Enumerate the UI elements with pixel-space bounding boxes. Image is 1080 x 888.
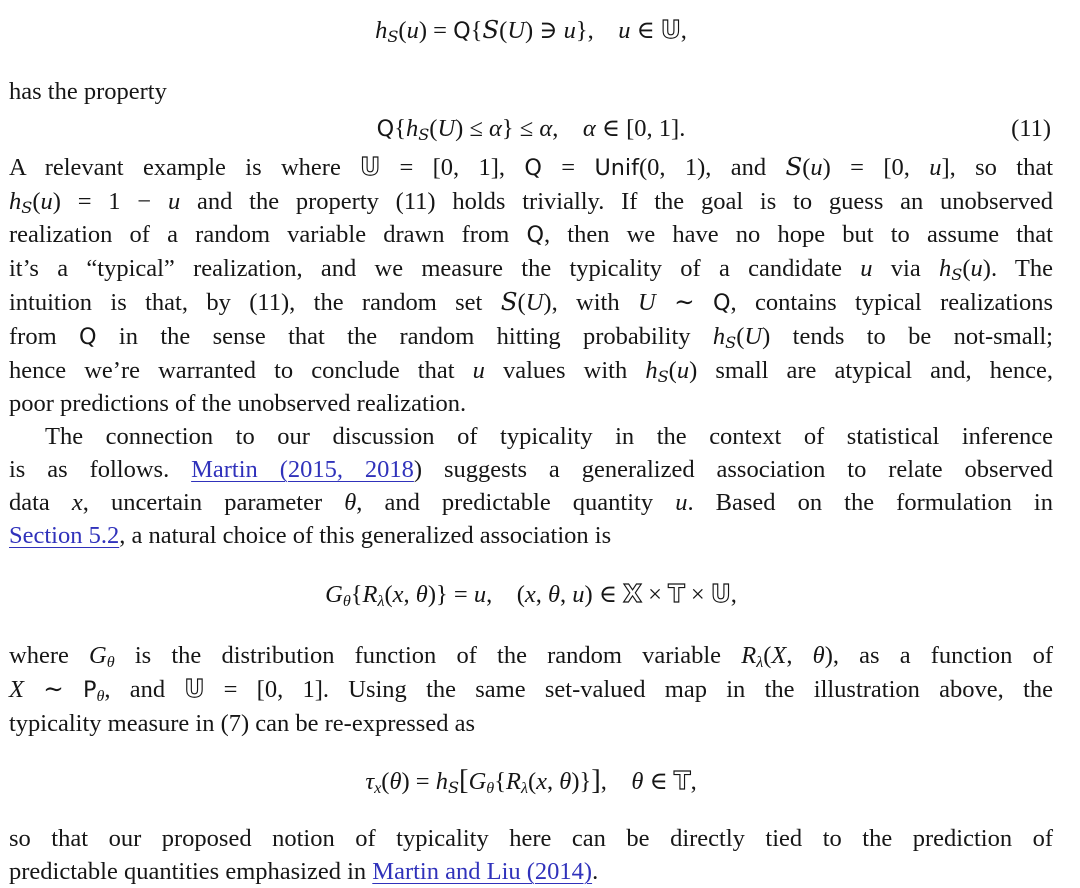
equation-typicality-measure: $\tau_x(\theta) = h_S[G_\theta\{R_\lambda(x$, θ)}], θ ∈ T, <box>365 764 697 798</box>
text-line: from Q in the sense that the random hitting probability $h_S(U)$ tends to be not-small; <box>9 323 1053 353</box>
text-line: so that our proposed notion of typicality here can be directly tied to the prediction of <box>9 825 1053 852</box>
link-section-5-2[interactable]: Section 5.2 <box>9 522 120 549</box>
text-line: $h_S(u) = 1 - u$ and the property (11) holds trivially. If the goal is to guess an unobserved <box>9 188 1053 218</box>
text-line: hence we’re warranted to conclude that u values with $h_S(u)$ small are atypical and, hence, <box>9 357 1054 387</box>
document-page <box>9 0 1053 888</box>
link-martin-liu-2014[interactable]: Martin and Liu (2014) <box>372 858 593 885</box>
text-line: where $G_\theta$ is the distribution function of the random variable $R_\lambda(X$, θ), as a function of <box>9 642 1054 672</box>
text-line: typicality measure in (7) can be re-expressed as <box>9 710 475 737</box>
text-line: it’s a “typical” realization, and we measure the typicality of a candidate u via $h_S(u)$. The <box>9 255 1053 285</box>
equation-11-body: $Q\{h_S(U) \le \alpha\} \le \alpha$, α ∈ [0, 1]. <box>376 115 686 145</box>
text-line: data x, uncertain parameter θ, and predictable quantity u. Based on the formulation in <box>9 489 1053 516</box>
paragraph-distribution-function <box>9 639 1053 740</box>
link-martin-2015-2018[interactable]: Martin (2015, 2018 <box>191 456 414 483</box>
text-line: X ∼ $P_\theta$, and U = [0, 1]. Using the same set-valued map in the illustration above, the <box>9 674 1054 706</box>
paragraph-connection <box>9 420 1053 552</box>
text-line: A relevant example is where U = [0, 1], Q = Unif(0, 1), and S(u) = [0, u], so that <box>9 152 1053 181</box>
equation-11-block <box>9 108 1053 150</box>
text-line: intuition is that, by (11), the random set S(U), with U ∼ Q, contains typical realizations <box>9 287 1054 316</box>
equation-generalized-association: $G_\theta\{R_\lambda(x$, θ)} = u, (x, θ, u) ∈ X × T × U, <box>325 579 737 611</box>
text-line: The connection to our discussion of typicality in the context of statistical inference <box>45 423 1053 450</box>
paragraph-conclusion <box>9 822 1053 888</box>
text-line-has-the-property: has the property <box>9 78 167 105</box>
equation-number-11: (11) <box>1011 115 1051 142</box>
paragraph-relevant-example <box>9 150 1053 420</box>
equation-hitting-probability: $h_S(u) = Q\{S(U)$ ∋ u}, u ∈ U, <box>375 15 687 47</box>
text-line: is as follows. Martin (2015, 2018) suggests a generalized association to relate observed <box>9 456 1054 483</box>
text-line: Section 5.2, a natural choice of this generalized association is <box>9 522 612 549</box>
text-line: realization of a random variable drawn from Q, then we have no hope but to assume that <box>9 221 1053 248</box>
text-line: poor predictions of the unobserved realization. <box>9 390 467 417</box>
text-line: predictable quantities emphasized in Martin and Liu (2014). <box>9 858 599 885</box>
